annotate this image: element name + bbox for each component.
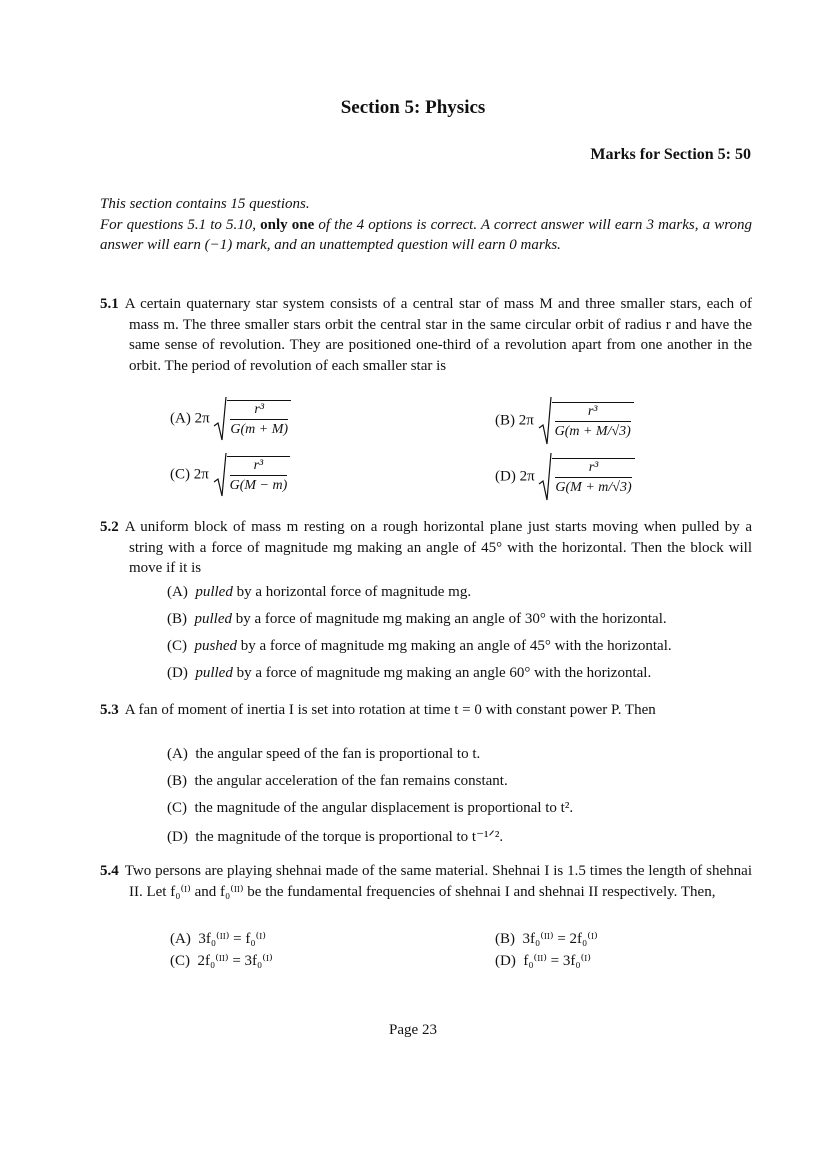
question-number: 5.3 — [100, 702, 119, 718]
question-5-3 — [100, 700, 752, 721]
instructions — [100, 194, 752, 256]
option-text: by a force of magnitude mg making an angle of 30° with the horizontal. — [232, 611, 667, 627]
option-5-4-d — [495, 951, 591, 970]
option-5-3-a — [167, 746, 480, 763]
question-5-4 — [100, 861, 752, 902]
instructions-line-2-post: of the 4 options is correct. A correct answer will earn 3 marks, a wrong answer will earn (−1) mark, and an unattempted question will earn 0 marks. — [100, 216, 752, 253]
sqrt-icon — [538, 452, 634, 502]
option-denominator: G(M + m/√3) — [555, 477, 631, 497]
option-lead: pulled — [195, 665, 233, 681]
option-5-4-a — [170, 929, 266, 948]
option-label: (A) — [167, 584, 188, 600]
question-5-1 — [100, 294, 752, 376]
option-text: by a force of magnitude mg making an angle of 45° with the horizontal. — [237, 638, 672, 654]
option-numerator: r³ — [253, 457, 264, 473]
option-text: the magnitude of the torque is proportional to t⁻¹ᐟ². — [195, 829, 504, 845]
option-denominator: G(m + M) — [230, 419, 288, 439]
option-text: by a horizontal force of magnitude mg. — [232, 584, 472, 600]
sqrt-icon — [213, 396, 291, 442]
option-prefix: 2π — [519, 468, 535, 485]
question-text: A fan of moment of inertia I is set into rotation at time t = 0 with constant power P. Then — [124, 702, 656, 718]
option-text: 3f₀⁽ᴵᴵ⁾ = 2f₀⁽ᴵ⁾ — [522, 931, 598, 947]
option-denominator: G(m + M/√3) — [555, 421, 631, 441]
option-label: (D) — [495, 953, 516, 969]
option-5-1-c — [170, 452, 290, 498]
option-label: (C) — [167, 638, 187, 654]
option-label: (A) — [167, 746, 188, 762]
option-prefix: 2π — [193, 466, 209, 483]
option-5-3-c — [167, 800, 573, 817]
question-text: Two persons are playing shehnai made of the same material. Shehnai I is 1.5 times the length of shehnai II. Let f₀⁽ᴵ⁾ and f₀⁽ᴵᴵ⁾ be the fundamental frequencies of shehnai I and shehnai II respectively. Then, — [124, 863, 752, 900]
option-label: (B) — [167, 611, 187, 627]
option-label: (B) — [495, 931, 515, 947]
option-5-2-b — [167, 611, 667, 628]
question-text: A certain quaternary star system consists of a central star of mass M and three smaller stars, each of mass m. The three smaller stars orbit the central star in the same circular orbit of radius r and have the same sense of revolution. They are positioned one-third of a revolution apart from one another in the orbit. The period of revolution of each smaller star is — [124, 296, 752, 374]
option-text: the magnitude of the angular displacement is proportional to t². — [194, 800, 574, 816]
section-title: Section 5: Physics — [340, 97, 486, 118]
option-lead: pulled — [194, 611, 232, 627]
question-number: 5.4 — [100, 863, 119, 879]
option-label: (B) — [167, 773, 187, 789]
option-denominator: G(M − m) — [230, 475, 288, 495]
option-label: (D) — [167, 665, 188, 681]
option-label: (A) — [170, 931, 191, 947]
sqrt-icon — [213, 452, 291, 498]
question-text: A uniform block of mass m resting on a rough horizontal plane just starts moving when pulled by a string with a force of magnitude mg making an angle of 45° with the horizontal. Then the block will move if it is — [124, 519, 752, 576]
option-prefix: 2π — [518, 412, 534, 429]
option-5-2-d — [167, 665, 651, 682]
option-5-2-a — [167, 584, 471, 601]
option-text: the angular speed of the fan is proportional to t. — [195, 746, 481, 762]
question-5-2 — [100, 517, 752, 579]
option-label: (C) — [170, 466, 190, 483]
option-numerator: r³ — [587, 403, 598, 419]
option-5-4-c — [170, 951, 273, 970]
option-text: f₀⁽ᴵᴵ⁾ = 3f₀⁽ᴵ⁾ — [523, 953, 591, 969]
page-number: Page 23 — [389, 1022, 437, 1038]
option-text: 2f₀⁽ᴵᴵ⁾ = 3f₀⁽ᴵ⁾ — [197, 953, 273, 969]
option-5-2-c — [167, 638, 672, 655]
option-5-1-d — [495, 452, 635, 502]
marks-label: Marks for Section 5: 50 — [590, 146, 751, 163]
option-5-1-b — [495, 396, 634, 446]
option-label: (B) — [495, 412, 515, 429]
option-5-1-a — [170, 396, 291, 442]
question-number: 5.2 — [100, 519, 119, 535]
option-numerator: r³ — [254, 401, 265, 417]
option-5-3-b — [167, 773, 508, 790]
option-5-4-b — [495, 929, 598, 948]
option-prefix: 2π — [194, 410, 210, 427]
option-lead: pushed — [194, 638, 237, 654]
option-label: (A) — [170, 410, 191, 427]
option-text: the angular acceleration of the fan remains constant. — [194, 773, 508, 789]
option-label: (C) — [167, 800, 187, 816]
option-text: by a force of magnitude mg making an angle 60° with the horizontal. — [232, 665, 652, 681]
instructions-line-2-pre: For questions 5.1 to 5.10, — [100, 216, 261, 233]
option-numerator: r³ — [588, 459, 599, 475]
option-5-3-d — [167, 827, 503, 846]
option-lead: pulled — [195, 584, 233, 600]
option-label: (C) — [170, 953, 190, 969]
sqrt-icon — [538, 396, 634, 446]
option-label: (D) — [495, 468, 516, 485]
question-number: 5.1 — [100, 296, 119, 312]
option-label: (D) — [167, 829, 188, 845]
instructions-line-1: This section contains 15 questions. — [100, 196, 310, 212]
instructions-line-2-bold: only one — [260, 216, 315, 233]
instructions-line-2 — [100, 215, 752, 256]
option-text: 3f₀⁽ᴵᴵ⁾ = f₀⁽ᴵ⁾ — [198, 931, 266, 947]
